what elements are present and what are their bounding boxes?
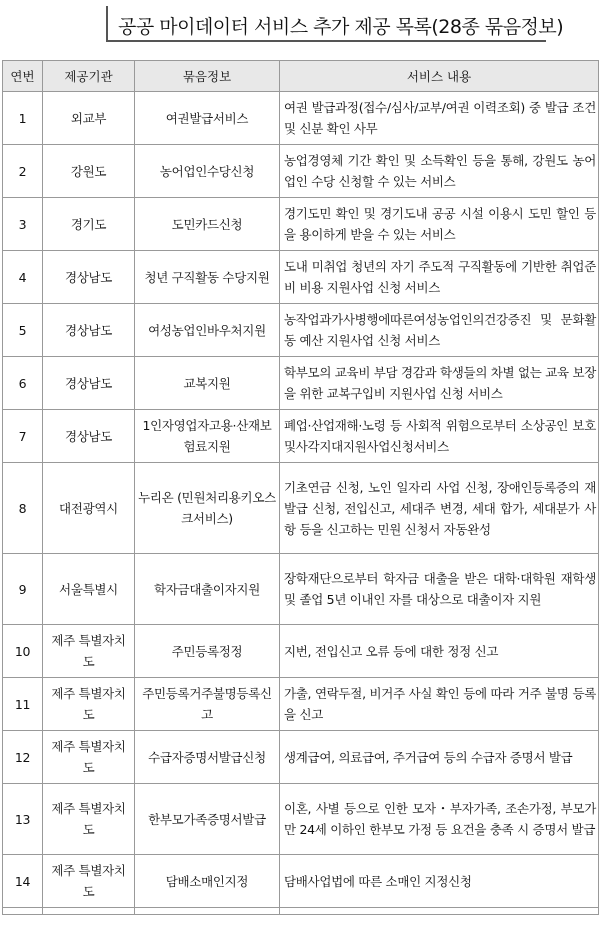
table-row xyxy=(3,554,599,625)
row-bundle: 여성농업인바우처지원 xyxy=(135,304,280,357)
row-provider: 경기도 xyxy=(43,198,135,251)
row-bundle: 여권발급서비스 xyxy=(135,92,280,145)
row-no: 14 xyxy=(3,855,43,908)
table-row xyxy=(3,145,599,198)
row-provider: 경상남도 xyxy=(43,251,135,304)
service-table xyxy=(2,60,599,915)
row-no: 12 xyxy=(3,731,43,784)
row-provider: 경상남도 xyxy=(43,410,135,463)
row-provider: 제주 특별자치도 xyxy=(43,625,135,678)
table-row xyxy=(3,198,599,251)
row-provider: 제주 특별자치도 xyxy=(43,731,135,784)
row-provider: 제주 특별자치도 xyxy=(43,855,135,908)
header-service: 서비스 내용 xyxy=(280,61,599,92)
table-row xyxy=(3,463,599,554)
table-row xyxy=(3,410,599,463)
table-row xyxy=(3,92,599,145)
row-provider: 외교부 xyxy=(43,92,135,145)
row-no: 8 xyxy=(3,463,43,554)
row-no: 6 xyxy=(3,357,43,410)
row-provider: 제주 특별자치도 xyxy=(43,678,135,731)
row-provider: 경상남도 xyxy=(43,304,135,357)
row-bundle: 농어업인수당신청 xyxy=(135,145,280,198)
row-bundle: 주민등록정정 xyxy=(135,625,280,678)
row-bundle: 학자금대출이자지원 xyxy=(135,554,280,625)
table-header-row xyxy=(3,61,599,92)
header-provider: 제공기관 xyxy=(43,61,135,92)
row-provider: 경상남도 xyxy=(43,357,135,410)
row-no xyxy=(3,908,43,915)
table-row xyxy=(3,855,599,908)
row-service xyxy=(280,908,599,915)
row-service: 이혼, 사별 등으로 인한 모자・부자가족, 조손가정, 부모가 만 24세 이하인 한부모 가정 등 요건을 충족 시 증명서 발급 xyxy=(280,784,599,855)
table-row xyxy=(3,357,599,410)
table-row xyxy=(3,784,599,855)
table-row xyxy=(3,678,599,731)
row-service: 장학재단으로부터 학자금 대출을 받은 대학·대학원 재학생 및 졸업 5년 이내인 자를 대상으로 대출이자 지원 xyxy=(280,554,599,625)
row-no: 10 xyxy=(3,625,43,678)
table-row-partial xyxy=(3,908,599,915)
row-provider: 제주 특별자치도 xyxy=(43,784,135,855)
row-service: 담배사업법에 따른 소매인 지정신청 xyxy=(280,855,599,908)
row-provider: 강원도 xyxy=(43,145,135,198)
row-bundle: 도민카드신청 xyxy=(135,198,280,251)
row-provider: 서울특별시 xyxy=(43,554,135,625)
row-service: 도내 미취업 청년의 자기 주도적 구직활동에 기반한 취업준비 비용 지원사업 신청 서비스 xyxy=(280,251,599,304)
title-box xyxy=(106,6,564,42)
row-bundle: 수급자증명서발급신청 xyxy=(135,731,280,784)
row-service: 지번, 전입신고 오류 등에 대한 정정 신고 xyxy=(280,625,599,678)
row-no: 13 xyxy=(3,784,43,855)
row-bundle: 청년 구직활동 수당지원 xyxy=(135,251,280,304)
row-bundle: 한부모가족증명서발급 xyxy=(135,784,280,855)
row-no: 4 xyxy=(3,251,43,304)
row-no: 7 xyxy=(3,410,43,463)
table-row xyxy=(3,304,599,357)
row-no: 9 xyxy=(3,554,43,625)
row-no: 11 xyxy=(3,678,43,731)
row-service: 여권 발급과정(접수/심사/교부/여권 이력조회) 중 발급 조건 및 신분 확인 사무 xyxy=(280,92,599,145)
row-bundle: 1인자영업자고용·산재보험료지원 xyxy=(135,410,280,463)
table-row xyxy=(3,625,599,678)
table-row xyxy=(3,731,599,784)
row-service: 생계급여, 의료급여, 주거급여 등의 수급자 증명서 발급 xyxy=(280,731,599,784)
row-bundle: 담배소매인지정 xyxy=(135,855,280,908)
header-bundle: 묶음정보 xyxy=(135,61,280,92)
row-no: 1 xyxy=(3,92,43,145)
row-no: 2 xyxy=(3,145,43,198)
row-service: 농작업과가사병행에따른여성농업인의건강증진 및 문화활동 예산 지원사업 신청 서비스 xyxy=(280,304,599,357)
row-bundle: 교복지원 xyxy=(135,357,280,410)
page-title: 공공 마이데이터 서비스 추가 제공 목록(28종 묶음정보) xyxy=(118,16,564,38)
table-row xyxy=(3,251,599,304)
row-service: 기초연금 신청, 노인 일자리 사업 신청, 장애인등록증의 재발급 신청, 전입신고, 세대주 변경, 세대 합가, 세대분가 사항 등을 신고하는 민원 신청서 자동완성 xyxy=(280,463,599,554)
row-provider: 대전광역시 xyxy=(43,463,135,554)
row-service: 경기도민 확인 및 경기도내 공공 시설 이용시 도민 할인 등을 용이하게 받을 수 있는 서비스 xyxy=(280,198,599,251)
row-service: 농업경영체 기간 확인 및 소득확인 등을 통해, 강원도 농어업인 수당 신청할 수 있는 서비스 xyxy=(280,145,599,198)
row-service: 가출, 연락두절, 비거주 사실 확인 등에 따라 거주 불명 등록을 신고 xyxy=(280,678,599,731)
row-bundle xyxy=(135,908,280,915)
row-provider xyxy=(43,908,135,915)
row-service: 학부모의 교육비 부담 경감과 학생들의 차별 없는 교육 보장을 위한 교복구입비 지원사업 신청 서비스 xyxy=(280,357,599,410)
row-service: 폐업·산업재해·노령 등 사회적 위험으로부터 소상공인 보호및사각지대지원사업신청서비스 xyxy=(280,410,599,463)
row-bundle: 주민등록거주불명등록신고 xyxy=(135,678,280,731)
row-no: 5 xyxy=(3,304,43,357)
row-bundle: 누리온 (민원처리용키오스크서비스) xyxy=(135,463,280,554)
row-no: 3 xyxy=(3,198,43,251)
header-no: 연번 xyxy=(3,61,43,92)
